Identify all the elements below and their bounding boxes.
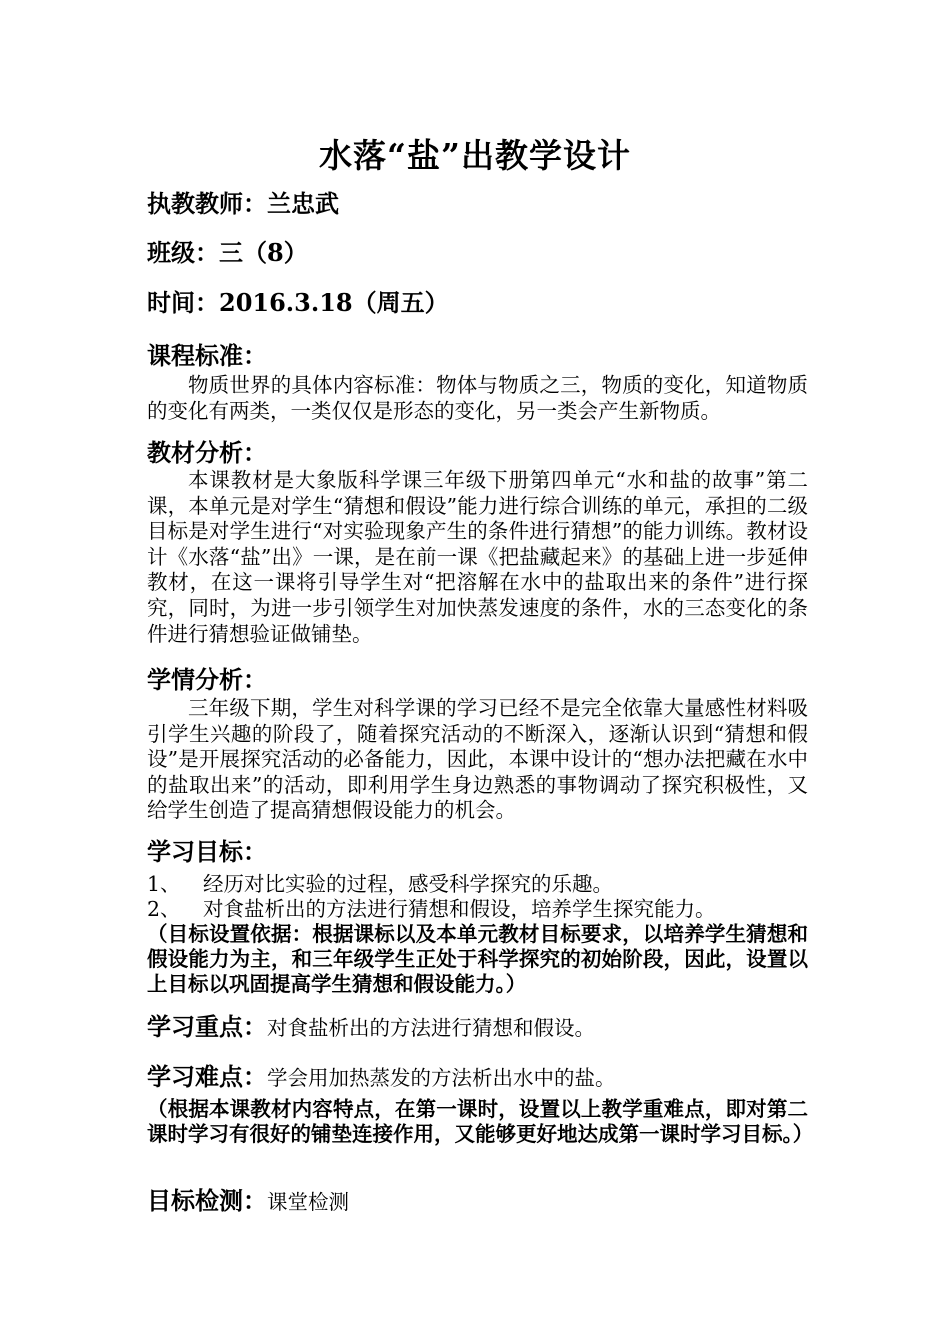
key-point-text: 对食盐析出的方法进行猜想和假设。 (267, 1016, 595, 1040)
goal-text: 经历对比实验的过程，感受科学探究的乐趣。 (203, 872, 613, 896)
goal-item (147, 897, 716, 922)
students-heading: 学情分析： (147, 665, 267, 694)
students-paragraph: 三年级下期，学生对科学课的学习已经不是完全依靠大量感性材料吸引学生兴趣的阶段了，随着探究活动的不断深入，逐渐认识到“猜想和假设”是开展探究活动的必备能力，因此，本课中设计的“想办法把藏在水中的盐取出来”的活动，即利用学生身边熟悉的事物调动了探究积极性，又给学生创造了提高猜想假设能力的机会。 (147, 696, 808, 823)
assessment-text: 课堂检测 (267, 1190, 349, 1214)
class-line: 班级：三（8） (147, 238, 308, 267)
document-title: 水落“盐”出教学设计 (319, 136, 631, 175)
material-heading: 教材分析： (147, 438, 267, 467)
assessment-label: 目标检测： (147, 1186, 267, 1215)
assessment-row (147, 1181, 349, 1216)
goal-number: 2、 (147, 897, 181, 921)
curriculum-heading: 课程标准： (147, 341, 267, 370)
goal-item (147, 872, 613, 897)
goal-number: 1、 (147, 872, 181, 896)
key-point-row (147, 1007, 595, 1042)
goals-basis-note: （目标设置依据：根据课标以及本单元教材目标要求，以培养学生猜想和假设能力为主，和三年级学生正处于科学探究的初始阶段，因此，设置以上目标以巩固提高学生猜想和假设能力。） (147, 922, 808, 996)
time-line: 时间：2016.3.18（周五） (147, 288, 449, 317)
goals-heading: 学习目标： (147, 837, 267, 866)
goal-text: 对食盐析出的方法进行猜想和假设，培养学生探究能力。 (203, 897, 716, 921)
difficulty-text: 学会用加热蒸发的方法析出水中的盐。 (267, 1066, 616, 1090)
key-point-label: 学习重点： (147, 1012, 267, 1041)
curriculum-paragraph: 物质世界的具体内容标准：物体与物质之三，物质的变化，知道物质的变化有两类，一类仅仅是形态的变化，另一类会产生新物质。 (147, 373, 808, 423)
teacher-line: 执教教师：兰忠武 (147, 189, 339, 218)
difficulty-basis-note: （根据本课教材内容特点，在第一课时，设置以上教学重难点，即对第二课时学习有很好的铺垫连接作用，又能够更好地达成第一课时学习目标。） (147, 1097, 814, 1146)
difficulty-row (147, 1057, 616, 1092)
difficulty-label: 学习难点： (147, 1062, 267, 1091)
material-paragraph: 本课教材是大象版科学课三年级下册第四单元“水和盐的故事”第二课，本单元是对学生“猜想和假设”能力进行综合训练的单元，承担的二级目标是对学生进行“对实验现象产生的条件进行猜想”的能力训练。教材设计《水落“盐”出》一课，是在前一课《把盐藏起来》的基础上进一步延伸教材，在这一课将引导学生对“把溶解在水中的盐取出来的条件”进行探究，同时，为进一步引领学生对加快蒸发速度的条件，水的三态变化的条件进行猜想验证做铺垫。 (147, 468, 808, 646)
